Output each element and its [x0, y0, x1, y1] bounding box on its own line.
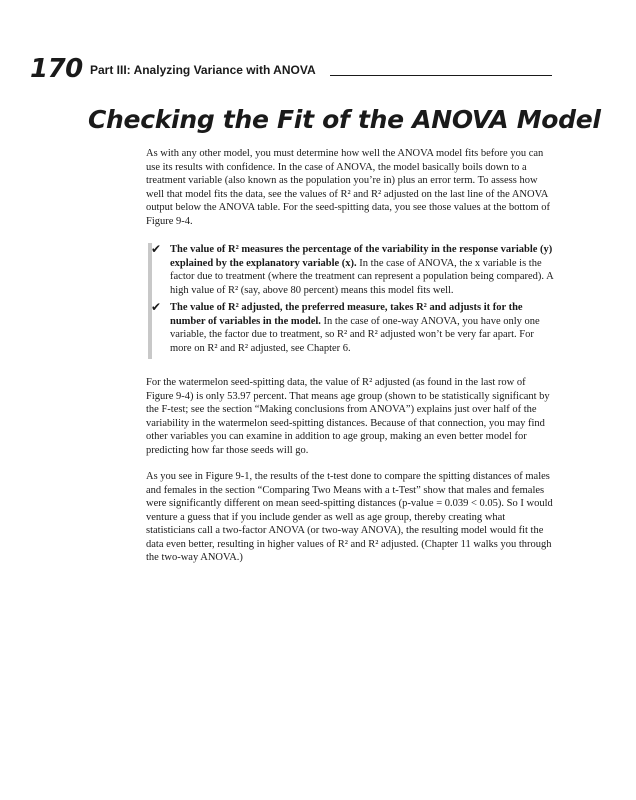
seed-spitting-paragraph: For the watermelon seed-spitting data, the value of R² adjusted (as found in the last row of Figure 9-4) is only 53.97 percent. That means age group (shown to be statistically significant by the F-test; see the section “Making conclusions from ANOVA”) explains just over half of the variability in the watermelon seed-spitting distances. Because of that connection, you may find other variables you can examine in addition to age group, making an even better model for predicting how far those seeds will go. [146, 377, 550, 456]
running-head: Part III: Analyzing Variance with ANOVA [90, 63, 316, 77]
bullet-item-r-squared [151, 242, 554, 297]
bullet-lead: The value of R² adjusted, the preferred measure, takes R² and adjusts it for the number of variables in the model. [170, 302, 523, 327]
bullet-body: In the case of one-way ANOVA, you have only one variable, the factor due to treatment, so R² and R² adjusted won’t be very far apart. For more on R² and R² adjusted, see Chapter 6. [170, 315, 540, 354]
section-title: Checking the Fit of the ANOVA Model [88, 105, 601, 134]
check-icon: ✔ [151, 300, 162, 314]
header-rule [330, 75, 552, 76]
body-content [146, 147, 554, 578]
bullet-body: In the case of ANOVA, the x variable is the factor due to treatment (where the treatment can represent a population being compared). A high value of R² (say, above 80 percent) means this model fits well. [170, 257, 554, 296]
two-way-anova-paragraph: As you see in Figure 9-1, the results of the t-test done to compare the spitting distances of males and females in the section “Comparing Two Means with a t-Test” show that males and females were significantly different on mean seed-spitting distances (p-value = 0.039 < 0.05). So I would venture a guess that if you include gender as well as age group, thereby creating what statisticians call a two-factor ANOVA (or two-way ANOVA), the resulting model would fit the data even better, resulting in higher values of R² and R² adjusted. (Chapter 11 walks you through the two-way ANOVA.) [146, 471, 553, 563]
page-header [30, 52, 552, 86]
bullet-item-r-squared-adjusted [151, 300, 554, 355]
page-number: 170 [30, 54, 83, 84]
bullet-lead: The value of R² measures the percentage of the variability in the response variable (y) explained by the explanatory variable (x). [170, 244, 553, 269]
check-icon: ✔ [151, 242, 162, 256]
bullet-list [146, 241, 554, 363]
intro-paragraph: As with any other model, you must determine how well the ANOVA model fits before you can use its results with confidence. In the case of ANOVA, the model basically boils down to a treatment variable (also known as the population you’re in) plus an error term. To assess how well that model fits the data, see the values of R² and R² adjusted on the last line of the ANOVA output below the ANOVA table. For the seed-spitting data, you see those values at the bottom of Figure 9-4. [146, 148, 550, 227]
